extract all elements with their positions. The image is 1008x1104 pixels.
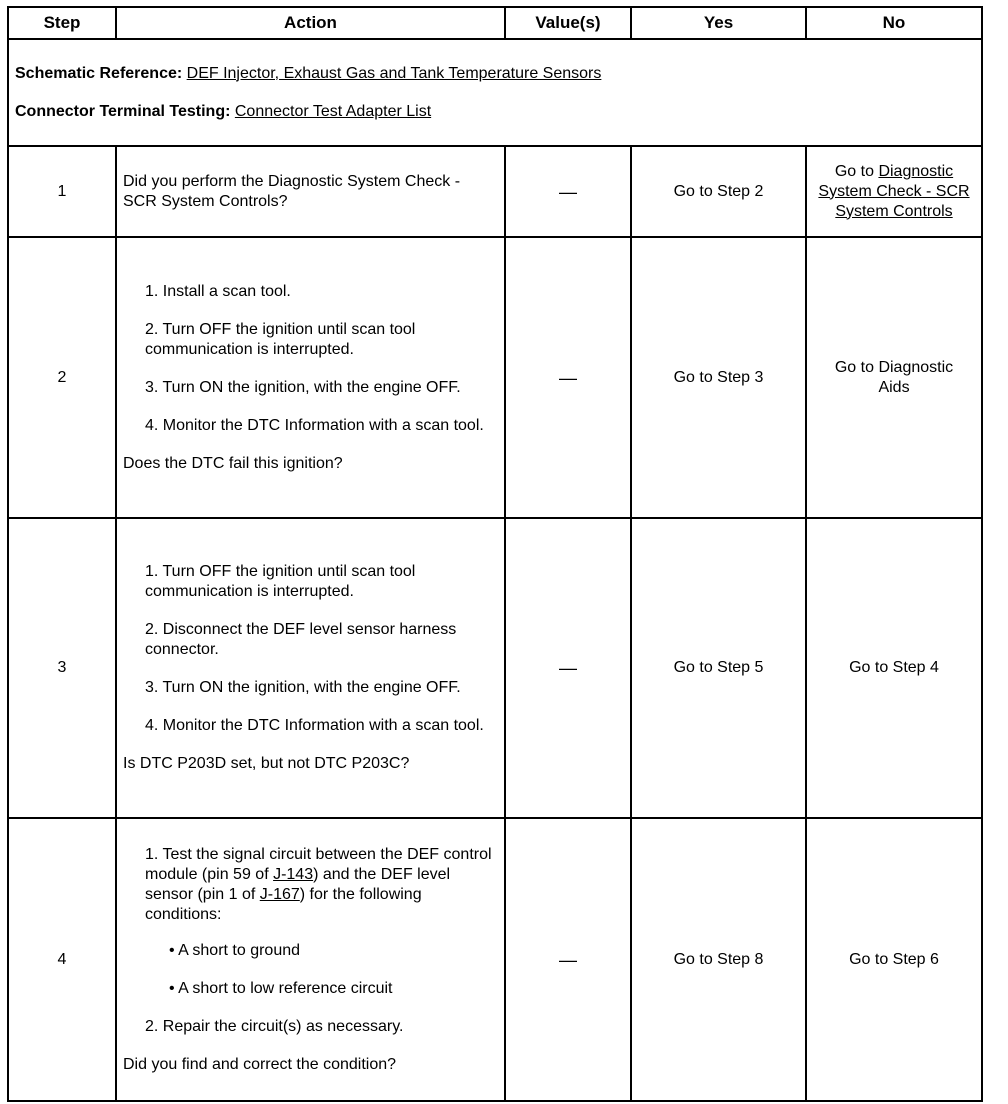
action-step: 4. Monitor the DTC Information with a scan tool. <box>145 416 484 434</box>
action-question: Does the DTC fail this ignition? <box>123 454 343 472</box>
value-cell: — <box>505 518 631 818</box>
condition-item: • A short to low reference circuit <box>169 979 393 997</box>
action-step: 3. Turn ON the ignition, with the engine OFF. <box>145 378 461 396</box>
schematic-reference <box>15 64 975 84</box>
condition-list <box>123 941 498 999</box>
action-text: ) for the following conditions: <box>145 885 422 923</box>
action-question: Did you perform the Diagnostic System Check - SCR System Controls? <box>123 172 461 210</box>
reference-row <box>8 39 982 146</box>
diagnostic-table <box>7 6 983 1102</box>
header-values: Value(s) <box>505 7 631 39</box>
action-step: 2. Disconnect the DEF level sensor harness connector. <box>145 621 457 658</box>
header-yes: Yes <box>631 7 806 39</box>
action-question: Did you find and correct the condition? <box>123 1055 397 1073</box>
action-step: 2. Turn OFF the ignition until scan tool communication is interrupted. <box>145 320 416 358</box>
yes-cell: Go to Step 8 <box>631 818 806 1101</box>
schematic-reference-label: Schematic Reference: <box>15 64 183 82</box>
value-cell: — <box>505 818 631 1101</box>
no-cell <box>806 146 982 237</box>
reference-cell <box>8 39 982 146</box>
j-167-link[interactable]: J-167 <box>259 885 300 903</box>
action-cell <box>116 237 505 518</box>
table-row <box>8 818 982 1101</box>
action-step: 4. Monitor the DTC Information with a scan tool. <box>145 717 484 734</box>
action-step: 1. Turn OFF the ignition until scan tool communication is interrupted. <box>145 563 416 600</box>
step-number: 2 <box>8 237 116 518</box>
action-step <box>123 845 498 925</box>
no-cell <box>806 237 982 518</box>
value-cell: — <box>505 237 631 518</box>
action-step: 1. Install a scan tool. <box>145 282 291 300</box>
table-row <box>8 518 982 818</box>
action-text: ) and the DEF level sensor (pin 1 of <box>145 865 451 903</box>
header-row <box>8 7 982 39</box>
step-number: 3 <box>8 518 116 818</box>
yes-cell: Go to Step 2 <box>631 146 806 237</box>
step-number: 1 <box>8 146 116 237</box>
no-cell: Go to Step 4 <box>806 518 982 818</box>
step-number: 4 <box>8 818 116 1101</box>
yes-cell: Go to Step 3 <box>631 237 806 518</box>
action-step: 2. Repair the circuit(s) as necessary. <box>145 1017 404 1035</box>
value-cell: — <box>505 146 631 237</box>
action-step: 3. Turn ON the ignition, with the engine OFF. <box>145 679 461 696</box>
header-action: Action <box>116 7 505 39</box>
action-cell <box>116 518 505 818</box>
table-row <box>8 237 982 518</box>
action-cell <box>116 146 505 237</box>
action-steps <box>123 282 498 436</box>
no-prefix: Go to <box>834 162 874 180</box>
action-cell <box>116 818 505 1101</box>
header-step: Step <box>8 7 116 39</box>
connector-terminal-testing <box>15 102 975 122</box>
connector-terminal-testing-label: Connector Terminal Testing: <box>15 102 231 120</box>
yes-cell: Go to Step 5 <box>631 518 806 818</box>
header-no: No <box>806 7 982 39</box>
schematic-reference-link[interactable]: DEF Injector, Exhaust Gas and Tank Temperature Sensors <box>186 64 602 82</box>
table-row <box>8 146 982 237</box>
j-143-link[interactable]: J-143 <box>273 865 314 883</box>
no-cell: Go to Step 6 <box>806 818 982 1101</box>
action-text: 1. Test the signal circuit between the DEF control module (pin 59 of <box>145 845 492 883</box>
condition-item: • A short to ground <box>169 941 301 959</box>
diagnostic-system-check-link[interactable]: Diagnostic System Check - SCR System Controls <box>818 162 970 220</box>
action-question: Is DTC P203D set, but not DTC P203C? <box>123 755 410 772</box>
connector-test-adapter-link[interactable]: Connector Test Adapter List <box>234 102 432 120</box>
action-steps <box>123 562 498 736</box>
no-text: Go to Diagnostic Aids <box>834 358 954 396</box>
